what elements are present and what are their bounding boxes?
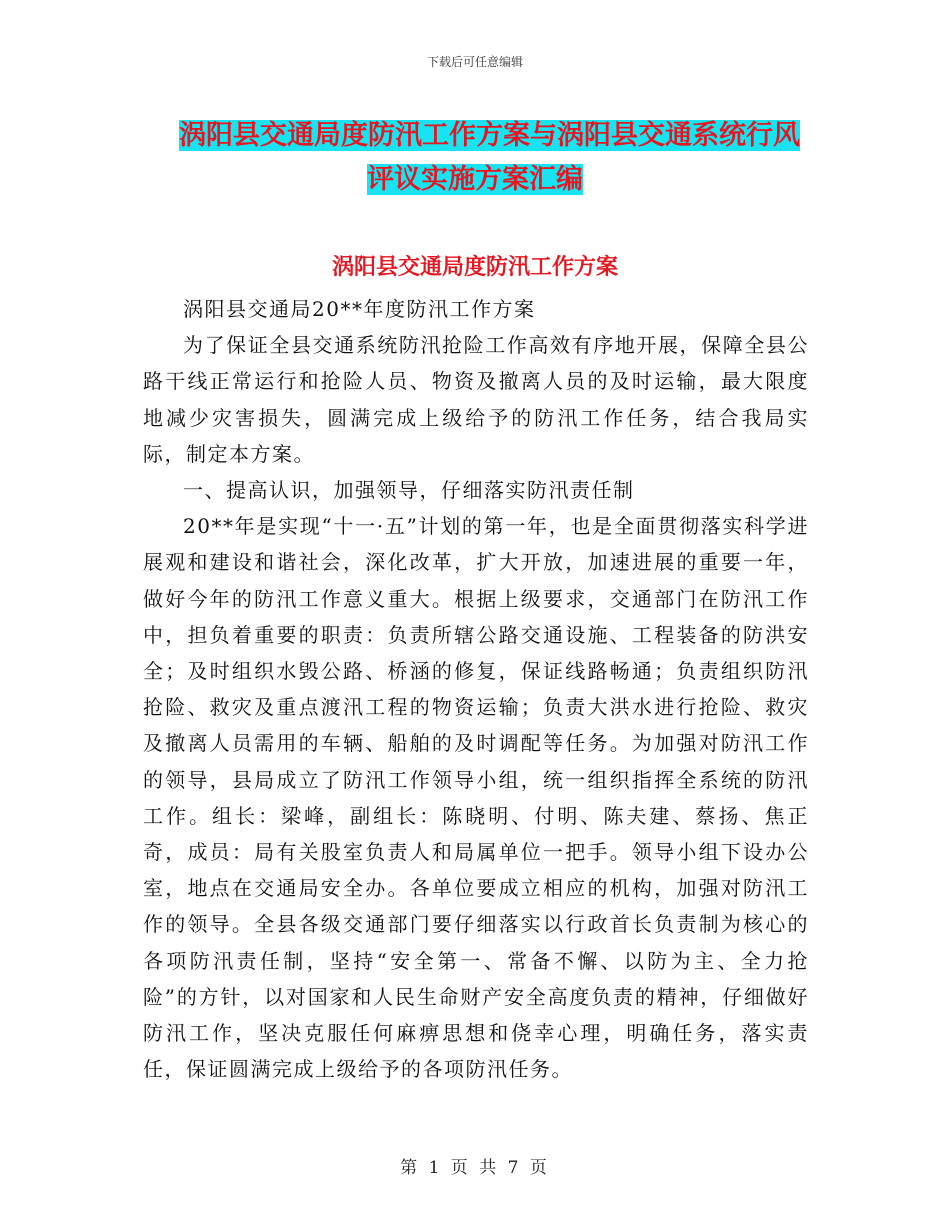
page-number-footer: 第 1 页 共 7 页 <box>400 1158 550 1178</box>
document-title-line-1-text: 涡阳县交通局度防汛工作方案与涡阳县交通系统行风 <box>179 120 800 151</box>
document-body <box>143 291 809 1087</box>
paragraph-subtitle: 涡阳县交通局20**年度防汛工作方案 <box>183 297 536 321</box>
paragraph-heading-1: 一、提高认识，加强领导，仔细落实防汛责任制 <box>183 478 635 503</box>
paragraph-body-1: 20**年是实现“十一·五”计划的第一年，也是全面贯彻落实科学进展观和建设和谐社会，深化改革，扩大开放，加速进展的重要一年，做好今年的防汛工作意义重大。根据上级要求，交通部门在防汛工作中，担负着重要的职责：负责所辖公路交通设施、工程装备的防洪安全；及时组织水毁公路、桥涵的修复，保证线路畅通；负责组织防汛抢险、救灾及重点渡汛工程的物资运输；负责大洪水进行抢险、救灾及撤离人员需用的车辆、船舶的及时调配等任务。为加强对防汛工作的领导，县局成立了防汛工作领导小组，统一组织指挥全系统的防汛工作。组长：梁峰，副组长：陈晓明、付明、陈夫建、蔡扬、焦正奇，成员：局有关股室负责人和局属单位一把手。领导小组下设办公室，地点在交通局安全办。各单位要成立相应的机构，加强对防汛工作的领导。全县各级交通部门要仔细落实以行政首长负责制为核心的各项防汛责任制，坚持“安全第一、常备不懈、以防为主、全力抢险”的方针，以对国家和人民生命财产安全高度负责的精神，仔细做好防汛工作，坚决克服任何麻痹思想和侥幸心理，明确任务，落实责任，保证圆满完成上级给予的各项防汛任务。 <box>143 514 809 1082</box>
paragraph-intro: 为了保证全县交通系统防汛抢险工作高效有序地开展，保障全县公路干线正常运行和抢险人员、物资及撤离人员的及时运输，最大限度地减少灾害损失，圆满完成上级给予的防汛工作任务，结合我局实际，制定本方案。 <box>143 333 809 466</box>
document-title-line-2 <box>150 157 800 196</box>
header-note: 下载后可任意编辑 <box>426 55 523 69</box>
document-title-line-2-text: 评议实施方案汇编 <box>367 164 583 195</box>
section-title: 涡阳县交通局度防汛工作方案 <box>331 255 618 280</box>
document-title-line-1 <box>150 113 800 152</box>
